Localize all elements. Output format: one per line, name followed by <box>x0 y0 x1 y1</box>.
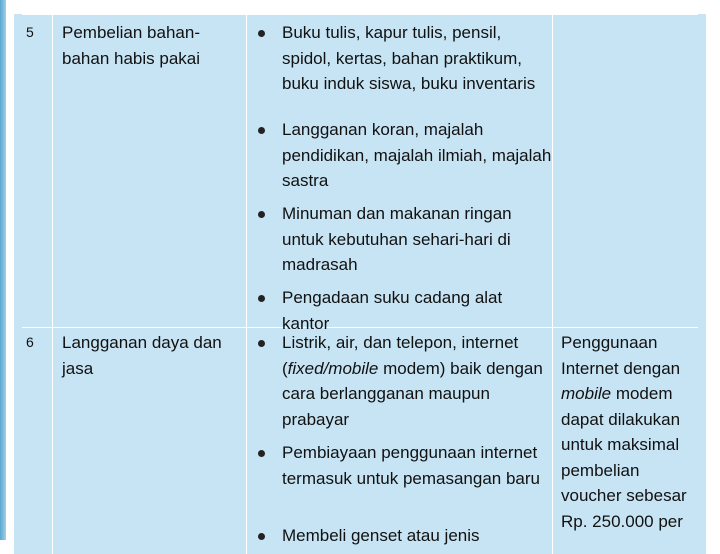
bullet-icon <box>258 295 265 302</box>
bullet-icon <box>258 30 265 37</box>
list-item <box>258 440 554 491</box>
budget-table <box>22 14 698 554</box>
bullet-icon <box>258 450 265 457</box>
item-text: Listrik, air, dan telepon, internet (fixed/mobile modem) baik dengan cara berlangganan maupun prabayar <box>282 333 543 429</box>
row-category: Langganan daya dan jasa <box>62 333 222 378</box>
item-text: Minuman dan makanan ringan untuk kebutuhan sehari-hari di madrasah <box>282 204 512 274</box>
list-item <box>258 117 554 194</box>
column-divider <box>246 14 247 554</box>
list-item <box>258 285 554 336</box>
column-divider <box>52 14 53 554</box>
list-item <box>258 20 554 97</box>
list-item <box>258 330 554 432</box>
slide-frame-accent <box>0 0 6 540</box>
row-divider <box>22 14 698 15</box>
item-text: Langganan koran, majalah pendidikan, majalah ilmiah, majalah sastra <box>282 120 552 190</box>
bullet-icon <box>258 340 265 347</box>
bullet-icon <box>258 211 265 218</box>
item-text: Pembiayaan penggunaan internet termasuk untuk pemasangan baru <box>282 443 540 488</box>
item-text: Membeli genset atau jenis <box>282 526 480 545</box>
item-text: Pengadaan suku cadang alat kantor <box>282 288 503 333</box>
list-item <box>258 201 554 278</box>
row-category: Pembelian bahan-bahan habis pakai <box>62 23 201 68</box>
bullet-icon <box>258 533 265 540</box>
item-text: Buku tulis, kapur tulis, pensil, spidol, kertas, bahan praktikum, buku induk siswa, buku inventaris <box>282 23 536 93</box>
row-number: 6 <box>26 334 34 350</box>
row-number: 5 <box>26 24 34 40</box>
row-note: Penggunaan Internet dengan mobile modem dapat dilakukan untuk maksimal pembelian voucher sebesar Rp. 250.000 per <box>561 333 687 531</box>
list-item <box>258 523 554 549</box>
bullet-icon <box>258 127 265 134</box>
